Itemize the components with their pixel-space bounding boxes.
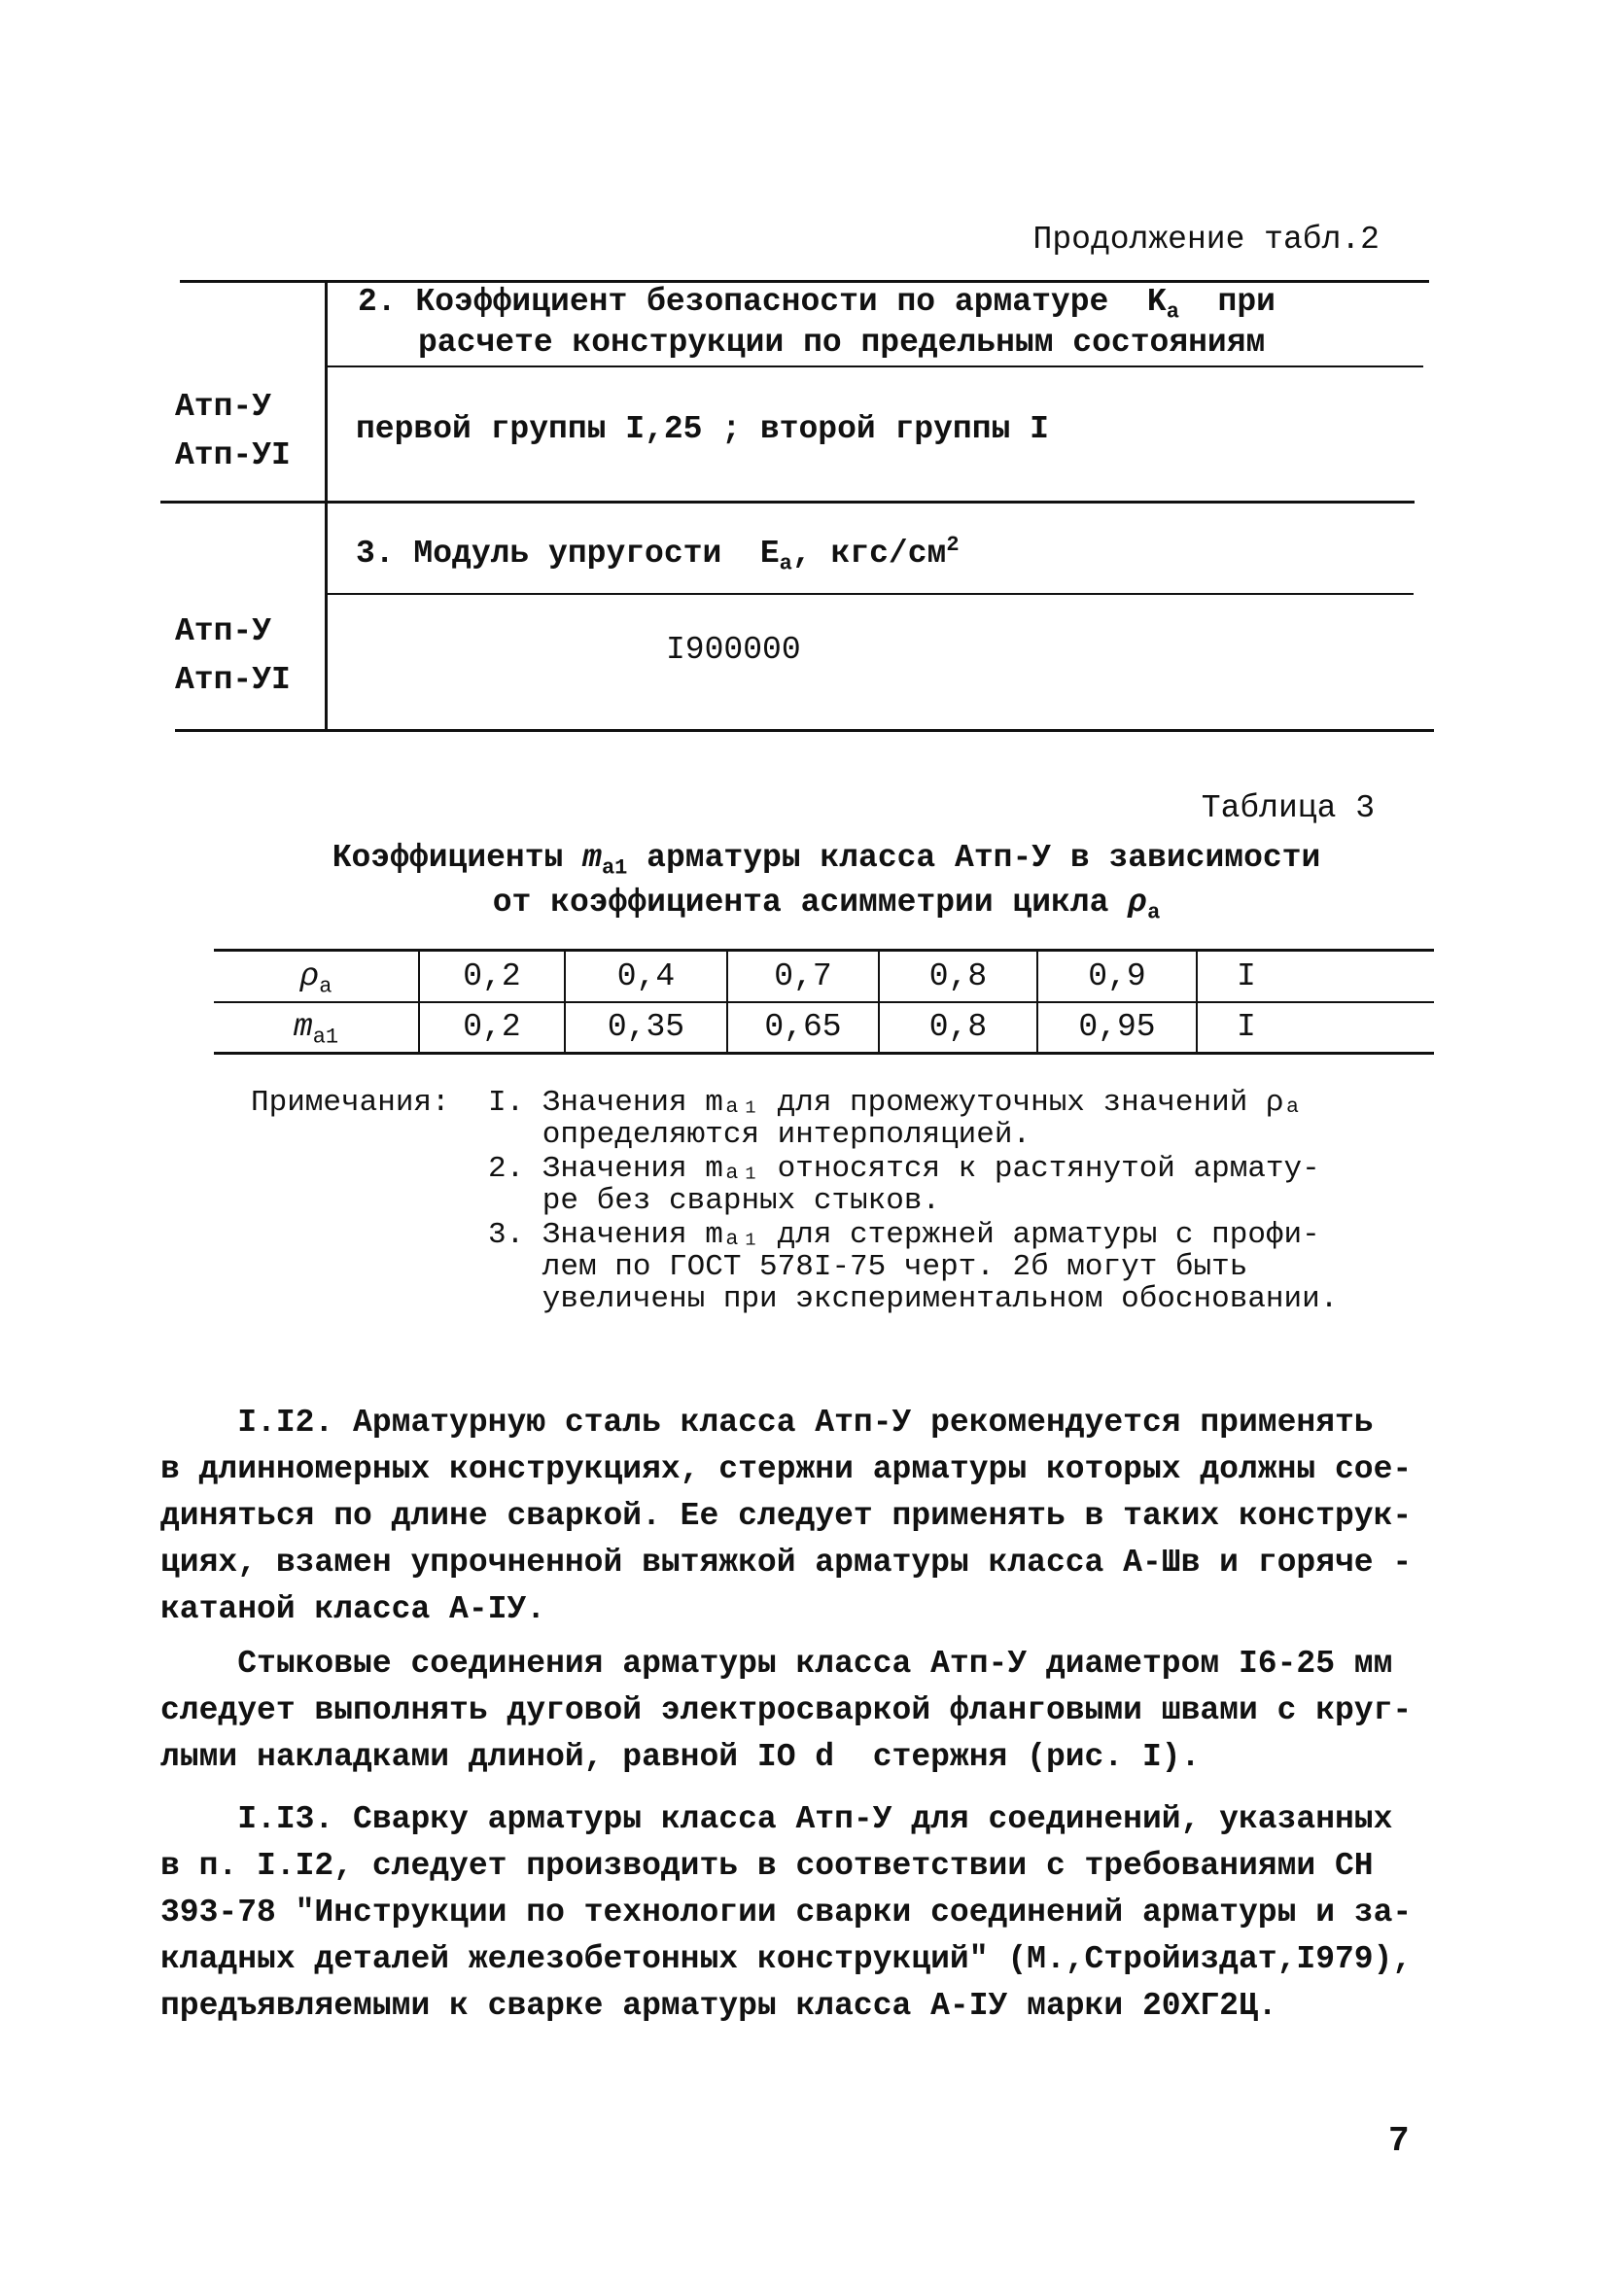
table2-column-divider bbox=[325, 280, 328, 731]
table3-cell: 0,65 bbox=[764, 1009, 842, 1045]
table3-bottom-rule bbox=[214, 1052, 1434, 1055]
table3-cell: 0,35 bbox=[607, 1009, 685, 1045]
table3-col-divider bbox=[1196, 949, 1198, 1054]
table3-cell: 0,4 bbox=[616, 958, 676, 994]
table2-row-divider bbox=[325, 593, 1414, 595]
table2-top-rule bbox=[180, 280, 1429, 283]
symbol: ρ bbox=[1128, 885, 1148, 921]
paragraph-1-13: I.I3. Сварку арматуры класса Атп-У для соединений, указанных в п. I.I2, следует производить в соответствии с требованиями СН 393-78 "Инструкции по технологии сварки соединений арматуры и за- кладных деталей железобетонных конструкций" (М.,Стройиздат,I979), предъявляемыми к сварке арматуры класса А-IУ марки 20ХГ2Ц. bbox=[160, 1801, 1413, 2024]
symbol: m bbox=[582, 840, 602, 876]
subscript: a1 bbox=[601, 855, 628, 881]
table3-cell: 0,95 bbox=[1078, 1009, 1156, 1045]
table2-section2-heading-line2: расчете конструкции по предельным состояниям bbox=[418, 325, 1266, 361]
table2-bottom-rule bbox=[175, 729, 1434, 732]
table3-cell: I bbox=[1237, 1009, 1256, 1045]
table3-cell: 0,7 bbox=[774, 958, 832, 994]
subscript: a bbox=[1166, 299, 1179, 325]
notes-label: Примечания: bbox=[251, 1086, 450, 1120]
title-text: арматуры класса Атп-У в зависимости bbox=[627, 840, 1321, 876]
table2-section2-value: первой группы I,25 ; второй группы I bbox=[356, 411, 1049, 447]
class-label: Атп-У bbox=[175, 613, 272, 649]
subscript: a1 bbox=[312, 1025, 339, 1050]
table3-cell: I bbox=[1237, 958, 1256, 994]
note-item: 3. Значения mₐ₁ для стержней арматуры с профи- лем по ГОСТ 578I-75 черт. 2б могут быть увеличены при экспериментальном обосновании. bbox=[488, 1218, 1339, 1316]
symbol: ρ bbox=[299, 958, 320, 994]
note-item: I. Значения mₐ₁ для промежуточных значений ρₐ определяются интерполяцией. bbox=[488, 1086, 1303, 1152]
class-label: Атп-УI bbox=[175, 437, 291, 473]
heading-text: 3. Модуль упругости E bbox=[356, 536, 780, 572]
table3-title-line1 bbox=[194, 840, 1458, 881]
table3-cell: 0,2 bbox=[463, 1009, 521, 1045]
table3-cell: 0,8 bbox=[928, 958, 988, 994]
table3-cell: 0,2 bbox=[463, 958, 521, 994]
page-number: 7 bbox=[1388, 2121, 1410, 2161]
heading-text: 2. Коэффициент безопасности по арматуре K bbox=[358, 284, 1167, 320]
heading-text: , кгс/см bbox=[791, 536, 947, 572]
superscript: 2 bbox=[946, 533, 960, 557]
table2-row-divider bbox=[325, 365, 1423, 367]
table3-cell: 0,8 bbox=[928, 1009, 988, 1045]
title-text: от коэффициента асимметрии цикла bbox=[492, 885, 1129, 921]
table2-section3-value: I900000 bbox=[666, 632, 801, 668]
table3-row-header-rho bbox=[214, 958, 418, 999]
table-continuation-label: Продолжение табл.2 bbox=[1032, 222, 1380, 258]
table2-section2-heading bbox=[358, 284, 1276, 325]
table3-top-rule bbox=[214, 949, 1434, 952]
symbol: m bbox=[293, 1009, 313, 1045]
heading-text: при bbox=[1178, 284, 1276, 320]
table3-row-divider bbox=[214, 1001, 1434, 1003]
table3-label: Таблица 3 bbox=[1201, 790, 1375, 826]
subscript: a bbox=[779, 551, 792, 576]
table2-section3-heading bbox=[356, 533, 960, 576]
paragraph-butt-joints: Стыковые соединения арматуры класса Атп-У диаметром I6-25 мм следует выполнять дуговой электросваркой фланговыми швами с круг- лыми накладками длиной, равной IO d стержня (рис. I). bbox=[160, 1646, 1413, 1775]
subscript: a bbox=[1147, 900, 1161, 925]
paragraph-1-12: I.I2. Арматурную сталь класса Атп-У рекомендуется применять в длинномерных конструкциях, стержни арматуры которых должны сое- диняться по длине сваркой. Ее следует применять в таких конструк- циях, взамен упрочненной вытяжкой арматуры класса А-Шв и горяче - катаной класса А-IУ. bbox=[160, 1405, 1413, 1627]
table3-row-header-m bbox=[214, 1009, 418, 1050]
class-label: Атп-У bbox=[175, 389, 272, 425]
table3-cell: 0,9 bbox=[1088, 958, 1146, 994]
note-item: 2. Значения mₐ₁ относятся к растянутой армату- ре без сварных стыков. bbox=[488, 1152, 1320, 1218]
table3-title-line2 bbox=[194, 885, 1458, 925]
subscript: a bbox=[319, 974, 332, 999]
table2-section-divider bbox=[160, 501, 1415, 504]
class-label: Атп-УI bbox=[175, 662, 291, 698]
title-text: Коэффициенты bbox=[332, 840, 583, 876]
